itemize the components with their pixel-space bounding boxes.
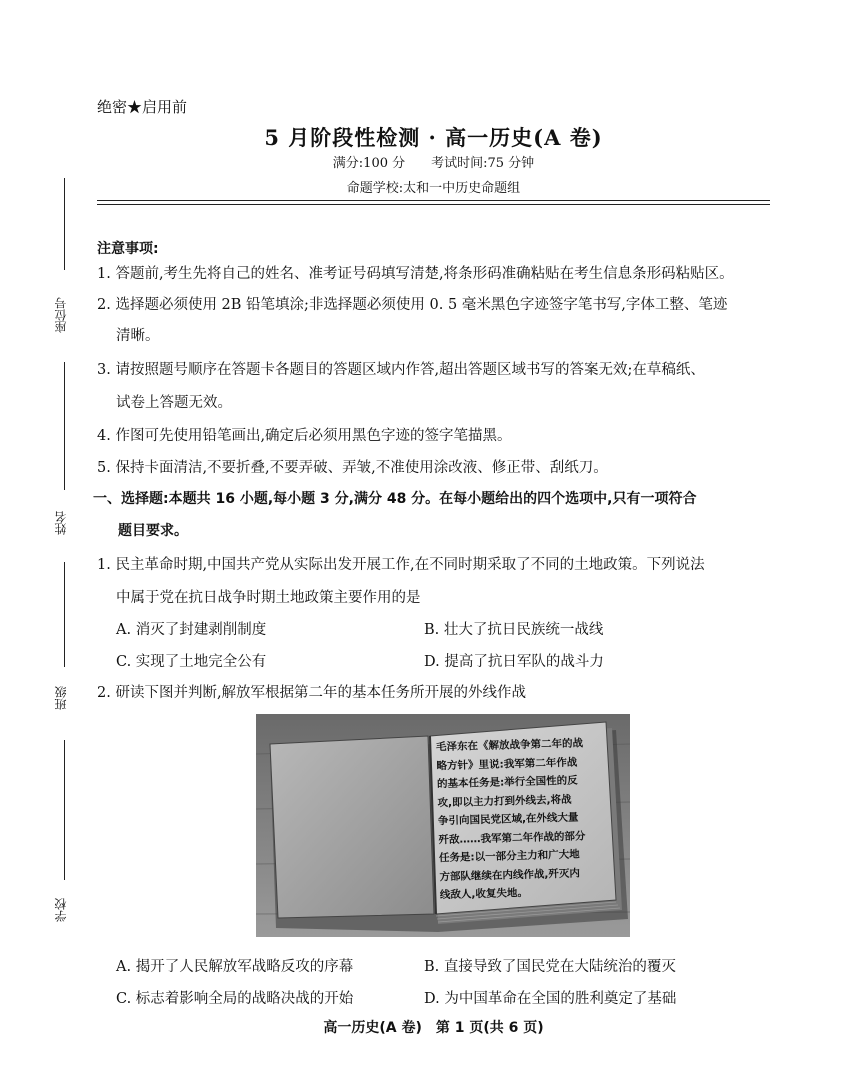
- book-quote-line: 歼敌……我军第二年作战的部分: [438, 829, 586, 846]
- note-line: 1. 答题前,考生先将自己的姓名、准考证号码填写清楚,将条形码准确粘贴在考生信息条形码粘贴区。: [97, 266, 734, 282]
- q1-stem-cont: 中属于党在抗日战争时期土地政策主要作用的是: [116, 590, 421, 606]
- book-photo: [256, 714, 630, 937]
- q1-option-c[interactable]: C. 实现了土地完全公有: [116, 654, 267, 670]
- q1-stem: 1. 民主革命时期,中国共产党从实际出发开展工作,在不同时期采取了不同的土地政策。下列说法: [97, 557, 705, 573]
- school-info: 命题学校:太和一中历史命题组: [346, 181, 521, 196]
- side-line-4: [64, 740, 65, 880]
- book-quote-line: 的基本任务是:举行全国性的反: [436, 774, 578, 791]
- side-label-name: 姓名: [54, 511, 68, 535]
- note-line: 清晰。: [116, 328, 160, 344]
- q2-option-b[interactable]: B. 直接导致了国民党在大陆统治的覆灭: [424, 959, 676, 975]
- page-footer: 高一历史(A 卷) 第 1 页(共 6 页): [323, 1020, 544, 1036]
- q1-option-d[interactable]: D. 提高了抗日军队的战斗力: [424, 654, 604, 670]
- section-heading: 一、选择题:本题共 16 小题,每小题 3 分,满分 48 分。在每小题给出的四个选项中,只有一项符合: [93, 491, 697, 507]
- section-heading-cont: 题目要求。: [118, 523, 188, 539]
- side-label-school: 学校: [54, 898, 68, 922]
- book-quote-line: 争引向国民党区域,在外线大量: [437, 811, 579, 828]
- q2-stem: 2. 研读下图并判断,解放军根据第二年的基本任务所开展的外线作战: [97, 685, 527, 701]
- side-label-seat: 座位号: [54, 297, 68, 333]
- q1-option-b[interactable]: B. 壮大了抗日民族统一战线: [424, 622, 604, 638]
- side-line-3: [64, 562, 65, 667]
- side-line-2: [64, 362, 65, 490]
- book-quote-text: [436, 734, 610, 905]
- q2-option-d[interactable]: D. 为中国革命在全国的胜利奠定了基础: [424, 991, 677, 1007]
- q2-option-a[interactable]: A. 揭开了人民解放军战略反攻的序幕: [116, 959, 354, 975]
- secret-label: 绝密★启用前: [97, 98, 188, 116]
- note-line: 3. 请按照题号顺序在答题卡各题目的答题区域内作答,超出答题区域书写的答案无效;在草稿纸、: [97, 362, 705, 378]
- note-line: 试卷上答题无效。: [116, 395, 232, 411]
- book-quote-line: 略方针》里说:我军第二年作战: [436, 756, 578, 772]
- note-line: 2. 选择题必须使用 2B 铅笔填涂;非选择题必须使用 0. 5 毫米黑色字迹签字笔书写,字体工整、笔迹: [97, 297, 728, 313]
- book-quote-line: 攻,即以主力打到外线去,将战: [437, 793, 572, 809]
- q1-option-a[interactable]: A. 消灭了封建剥削制度: [116, 622, 267, 638]
- notes-heading: 注意事项:: [97, 241, 159, 257]
- score-time-info: 满分:100 分 考试时间:75 分钟: [332, 156, 535, 171]
- header-divider-bottom: [97, 204, 770, 205]
- note-line: 4. 作图可先使用铅笔画出,确定后必须用黑色字迹的签字笔描黑。: [97, 428, 512, 444]
- q2-option-c[interactable]: C. 标志着影响全局的战略决战的开始: [116, 991, 354, 1007]
- page-title: 5 月阶段性检测 · 高一历史(A 卷): [264, 125, 603, 150]
- header-divider-top: [97, 200, 770, 201]
- book-quote-line: 任务是:以一部分主力和广大地: [438, 848, 580, 865]
- book-quote-line: 毛泽东在《解放战争第二年的战: [435, 737, 584, 754]
- book-quote-line: 方部队继续在内线作战,歼灭内: [439, 867, 581, 883]
- side-line-1: [64, 178, 65, 270]
- side-label-class: 班级: [54, 686, 68, 710]
- note-line: 5. 保持卡面清洁,不要折叠,不要弄破、弄皱,不准使用涂改液、修正带、刮纸刀。: [97, 460, 608, 476]
- book-quote-line: 线敌人,收复失地。: [439, 886, 529, 902]
